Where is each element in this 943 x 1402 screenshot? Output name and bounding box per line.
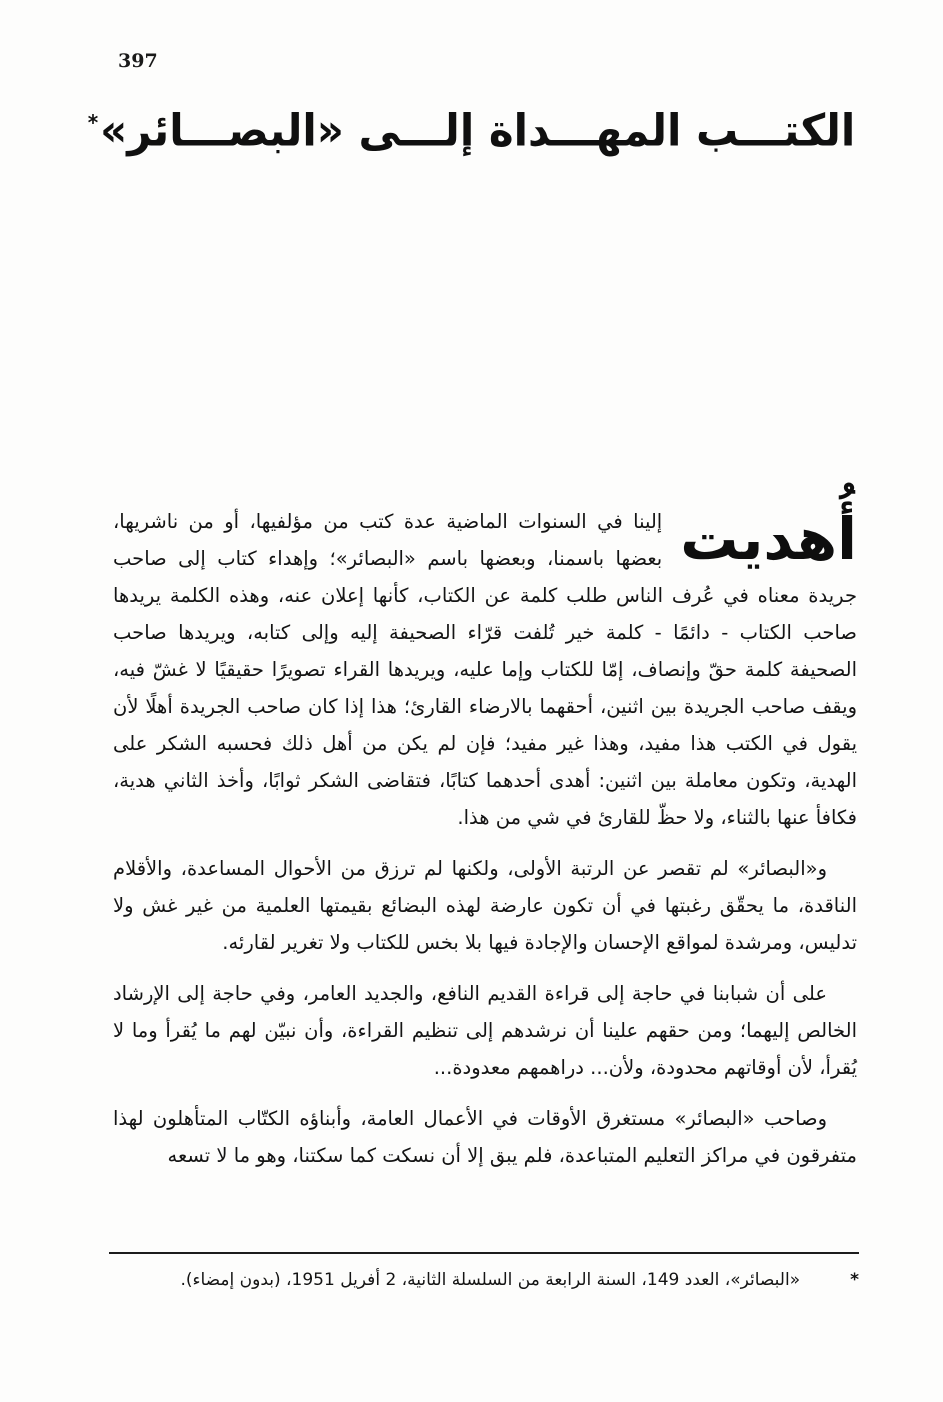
title-wrap: [0, 106, 943, 156]
article-body: [113, 503, 857, 1188]
chapter-title-text: الكتـــب المهـــداة إلـــى «البصـــائر»: [100, 104, 856, 157]
footnote-reference-asterisk: *: [87, 109, 99, 136]
footnote-marker: *: [850, 1270, 859, 1290]
decorative-initial-word: أُهديت: [680, 505, 857, 573]
footnote-text: «البصائر»، العدد 149، السنة الرابعة من السلسلة الثانية، 2 أفريل 1951، (بدون إمضاء).: [180, 1270, 801, 1290]
page-number: 397: [118, 50, 158, 72]
paragraph-2: و«البصائر» لم تقصر عن الرتبة الأولى، ولكنها لم ترزق من الأحوال المساعدة، والأقلام الناقدة، ما يحقّق رغبتها في أن تكون عارضة لهذه البضائع بقيمتها العلمية من غير غش ولا تدليس، ومرشدة لمواقع الإحسان والإجادة فيها بلا بخس للكتاب ولا تغرير لقارئه.: [113, 857, 857, 954]
paragraph-1: [113, 503, 857, 836]
footnote-area: [109, 1252, 859, 1294]
footnote: [109, 1267, 859, 1294]
chapter-title: [88, 105, 856, 158]
paragraph-1-text: إلينا في السنوات الماضية عدة كتب من مؤلفيها، أو من ناشريها، بعضها باسمنا، وبعضها باسم «البصائر»؛ وإهداء كتاب إلى صاحب جريدة معناه في عُرف الناس طلب كلمة عن الكتاب، كأنها إعلان عنه، وهذه الكلمة يريدها صاحب الكتاب - دائمًا - كلمة خير تُلفت قرّاء الصحيفة إليه وإلى كتابه، ويريدها صاحب الصحيفة كلمة حقّ وإنصاف، إمّا للكتاب وإما عليه، ويريدها القراء تصويرًا حقيقيًا لا غشّ فيه، ويقف صاحب الجريدة بين اثنين، أحقهما بالارضاء القارئ؛ هذا إذا كان صاحب الجريدة أهلًا لأن يقول في الكتب هذا مفيد، وهذا غير مفيد؛ فإن لم يكن من أهل ذلك فحسبه الشكر على الهدية، وتكون معاملة بين اثنين: أهدى أحدهما كتابًا، فتقاضى الشكر ثوابًا، وأخذ الثاني هدية، فكافأ عنها بالثناء، ولا حظّ للقارئ في شي من هذا.: [113, 510, 857, 829]
paragraph-4: وصاحب «البصائر» مستغرق الأوقات في الأعمال العامة، وأبناؤه الكتّاب المتأهلون لهذا متفرقون في مراكز التعليم المتباعدة، فلم يبق إلا أن نسكت كما سكتنا، وهو ما لا تسعه: [113, 1107, 857, 1167]
paragraph-3: على أن شبابنا في حاجة إلى قراءة القديم النافع، والجديد العامر، وفي حاجة إلى الإرشاد الخالص إليهما؛ ومن حقهم علينا أن نرشدهم إلى تنظيم القراءة، وأن نبيّن لهم ما يُقرأ وما لا يُقرأ، لأن أوقاتهم محدودة، ولأن... دراهمهم معدودة...: [113, 982, 857, 1079]
